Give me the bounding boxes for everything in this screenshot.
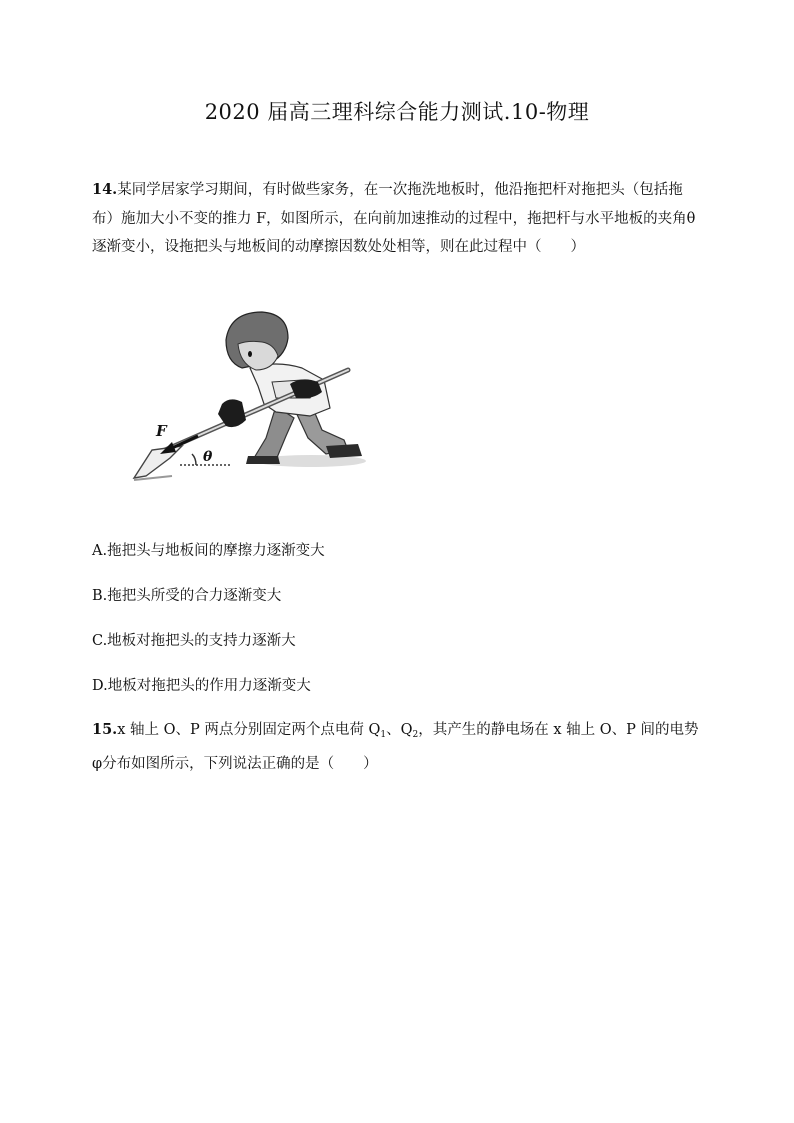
question-number: 14. — [92, 181, 118, 198]
option-c: C.地板对拖把头的支持力逐渐大 — [92, 633, 296, 649]
subscript-2: 2 — [412, 730, 419, 740]
force-arrow-line — [170, 436, 198, 449]
question-number: 15. — [92, 721, 118, 738]
eye — [248, 351, 252, 357]
question-text-part1: x 轴上 O、P 两点分别固定两个点电荷 Q — [117, 722, 381, 738]
option-d: D.地板对拖把头的作用力逐渐变大 — [92, 678, 311, 694]
option-a: A.拖把头与地板间的摩擦力逐渐变大 — [92, 543, 325, 559]
left-shoe — [246, 456, 280, 464]
question-15 — [92, 716, 702, 778]
question-14 — [92, 176, 702, 262]
subscript-1: 1 — [380, 730, 387, 740]
question-text: 某同学居家学习期间，有时做些家务，在一次拖洗地板时，他沿拖把杆对拖把头（包括拖布）施加大小不变的推力 F，如图所示，在向前加速推动的过程中，拖把杆与水平地板的夹角θ逐渐变小，设拖把头与地板间的动摩擦因数处处相等，则在此过程中（ ） — [92, 182, 696, 255]
left-leg — [254, 406, 294, 460]
force-label: F — [156, 422, 167, 440]
angle-label: θ — [203, 449, 213, 465]
option-b: B.拖把头所受的合力逐渐变大 — [92, 588, 282, 604]
angle-arc — [192, 454, 196, 465]
question-text-part2: 、Q — [386, 722, 413, 738]
right-shoe — [326, 444, 362, 458]
page-title: 2020 届高三理科综合能力测试.10-物理 — [204, 100, 590, 124]
question-text-part3: ，其产生的静电场在 x 轴上 O、P 间的电势φ分布如图所示，下列说法正确的是（ ） — [92, 722, 699, 772]
mop-figure — [126, 308, 366, 484]
